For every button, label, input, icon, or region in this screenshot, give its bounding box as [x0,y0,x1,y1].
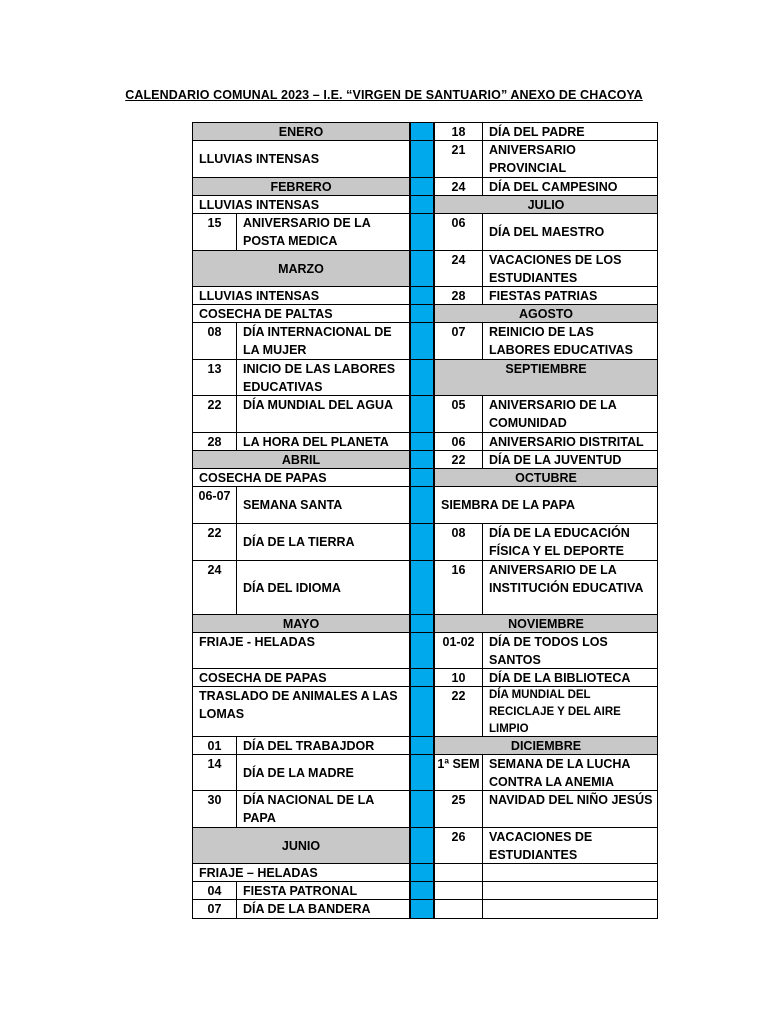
left-column [192,122,410,919]
event-row [434,633,658,669]
separator-cell [410,178,434,196]
event-text: DÍA DEL PADRE [489,125,585,139]
event-date: 22 [435,451,483,468]
event-text: SEMANA SANTA [243,498,343,512]
event-text: DÍA MUNDIAL DEL RECICLAJE Y DEL AIRE LIMPIO [489,689,621,735]
event-text: SIEMBRA DE LA PAPA [441,498,576,512]
event-text: FIESTA PATRONAL [243,884,358,898]
separator-cell [410,451,434,469]
event-date: 07 [435,323,483,359]
event-row [192,287,410,305]
separator-cell [410,737,434,755]
separator-cell [410,251,434,287]
event-date: 08 [193,323,237,359]
separator-cell [410,360,434,396]
month-header: JUNIO [192,828,410,864]
event-row [434,900,658,919]
month-header: ABRIL [192,451,410,469]
month-header: SEPTIEMBRE [434,360,658,396]
event-date: 07 [193,900,237,918]
event-text [483,864,657,881]
event-date: 10 [435,669,483,686]
event-text [483,882,657,899]
event-date: 05 [435,396,483,432]
month-header: AGOSTO [434,305,658,323]
event-text [483,900,657,918]
event-row [192,864,410,882]
event-row [192,669,410,687]
event-text: REINICIO DE LAS LABORES EDUCATIVAS [489,325,633,357]
event-date: 21 [435,141,483,177]
event-row [434,882,658,900]
separator-cell [410,141,434,178]
event-text: VACACIONES DE ESTUDIANTES [489,830,593,862]
event-text: DÍA DEL IDIOMA [243,580,341,595]
event-date: 24 [193,561,237,614]
event-text: ANIVERSARIO DE LA POSTA MEDICA [243,216,371,248]
event-date: 22 [193,524,237,560]
month-header: DICIEMBRE [434,737,658,755]
event-text: DÍA DE LA MADRE [243,765,354,780]
event-text: DÍA DE LA TIERRA [243,535,355,549]
event-text: ANIVERSARIO DISTRITAL [489,435,644,449]
event-date: 06 [435,214,483,250]
event-row [192,396,410,433]
separator-cell [410,122,434,141]
event-text: COSECHA DE PAPAS [199,470,327,485]
event-row [434,287,658,305]
event-row [192,469,410,487]
event-row [192,141,410,178]
month-header: JULIO [434,196,658,214]
separator-cell [410,396,434,433]
event-text: NAVIDAD DEL NIÑO JESÚS [489,793,653,807]
calendar-table [192,122,658,919]
separator-cell [410,323,434,360]
event-row [192,305,410,323]
event-text: DÍA DEL CAMPESINO [489,180,618,194]
event-row [192,561,410,615]
month-header: FEBRERO [192,178,410,196]
event-row [192,633,410,669]
event-row [434,323,658,360]
event-text: DÍA INTERNACIONAL DE LA MUJER [243,325,392,357]
event-row [434,433,658,451]
event-text: DÍA DEL TRABAJDOR [243,739,375,753]
separator-cell [410,755,434,791]
event-text: FIESTAS PATRIAS [489,289,598,303]
event-date: 04 [193,882,237,899]
event-text: DÍA DE TODOS LOS SANTOS [489,635,608,667]
event-date: 24 [435,178,483,195]
event-text: FRIAJE - HELADAS [199,635,315,649]
event-text: LLUVIAS INTENSAS [199,152,320,166]
event-text: LLUVIAS INTENSAS [199,197,320,212]
event-text: DÍA DEL MAESTRO [489,225,605,239]
event-row [434,828,658,864]
event-text: SEMANA DE LA LUCHA CONTRA LA ANEMIA [489,757,630,789]
separator-cell [410,669,434,687]
event-text: COSECHA DE PALTAS [199,306,333,321]
event-date: 1ª SEM [435,755,483,790]
right-column [434,122,658,919]
document-title: CALENDARIO COMUNAL 2023 – I.E. “VIRGEN DE SANTUARIO” ANEXO DE CHACOYA [125,88,643,102]
event-text: VACACIONES DE LOS ESTUDIANTES [489,253,622,285]
event-row [192,524,410,561]
event-row [434,864,658,882]
event-date: 13 [193,360,237,395]
separator-cell [410,561,434,615]
event-date: 06 [435,433,483,450]
event-date: 08 [435,524,483,560]
separator-cell [410,864,434,882]
event-date: 26 [435,828,483,863]
event-row [192,433,410,451]
separator-cell [410,882,434,900]
event-text: ANIVERSARIO PROVINCIAL [489,143,576,175]
event-text: ANIVERSARIO DE LA INSTITUCIÓN EDUCATIVA [489,563,644,595]
event-row [434,687,658,737]
event-row [434,122,658,141]
event-row [192,214,410,251]
event-date: 25 [435,791,483,827]
event-row [192,196,410,214]
separator-cell [410,305,434,323]
event-text: DÍA MUNDIAL DEL AGUA [243,398,393,412]
separator-cell [410,828,434,864]
event-text: INICIO DE LAS LABORES EDUCATIVAS [243,362,396,394]
event-text: FRIAJE – HELADAS [199,865,318,880]
separator-cell [410,469,434,487]
event-date: 01 [193,737,237,754]
separator-cell [410,791,434,828]
separator-cell [410,487,434,524]
event-text: LA HORA DEL PLANETA [243,435,389,449]
event-date: 24 [435,251,483,286]
event-date: 15 [193,214,237,250]
month-header: NOVIEMBRE [434,615,658,633]
event-row [192,737,410,755]
event-row [434,487,658,524]
separator-cell [410,633,434,669]
month-header: OCTUBRE [434,469,658,487]
event-row [434,141,658,178]
event-date: 18 [435,123,483,140]
event-date: 06-07 [193,487,237,523]
separator-cell [410,687,434,737]
separator-cell [410,615,434,633]
event-text: LLUVIAS INTENSAS [199,288,320,303]
event-row [192,487,410,524]
event-date [435,882,483,899]
event-date: 28 [193,433,237,450]
event-text: DÍA DE LA JUVENTUD [489,453,622,467]
separator-cell [410,196,434,214]
event-date: 22 [193,396,237,432]
event-row [192,360,410,396]
event-text: DÍA DE LA BANDERA [243,902,371,916]
event-row [434,524,658,561]
event-row [434,178,658,196]
separator-cell [410,214,434,251]
event-row [434,214,658,251]
month-header: MARZO [192,251,410,287]
event-row [434,451,658,469]
separator-cell [410,287,434,305]
separator-column [410,122,434,919]
event-row [434,251,658,287]
event-row [192,791,410,828]
event-row [192,755,410,791]
event-text: DÍA NACIONAL DE LA PAPA [243,793,374,825]
event-date [435,900,483,918]
event-row [192,882,410,900]
event-date: 01-02 [435,633,483,668]
event-text: TRASLADO DE ANIMALES A LAS LOMAS [199,689,398,721]
event-row [434,791,658,828]
event-row [434,396,658,433]
event-text: COSECHA DE PAPAS [199,670,327,685]
event-row [192,900,410,919]
event-date: 28 [435,287,483,304]
event-date: 16 [435,561,483,614]
separator-cell [410,433,434,451]
event-row [434,669,658,687]
event-date: 14 [193,755,237,790]
month-header: ENERO [192,122,410,141]
event-row [192,687,410,737]
event-date: 22 [435,687,483,736]
event-date [435,864,483,881]
event-row [434,755,658,791]
event-date: 30 [193,791,237,827]
event-row [192,323,410,360]
event-text: ANIVERSARIO DE LA COMUNIDAD [489,398,617,430]
event-row [434,561,658,615]
separator-cell [410,900,434,919]
separator-cell [410,524,434,561]
month-header: MAYO [192,615,410,633]
event-text: DÍA DE LA EDUCACIÓN FÍSICA Y EL DEPORTE [489,526,630,558]
event-text: DÍA DE LA BIBLIOTECA [489,671,631,685]
